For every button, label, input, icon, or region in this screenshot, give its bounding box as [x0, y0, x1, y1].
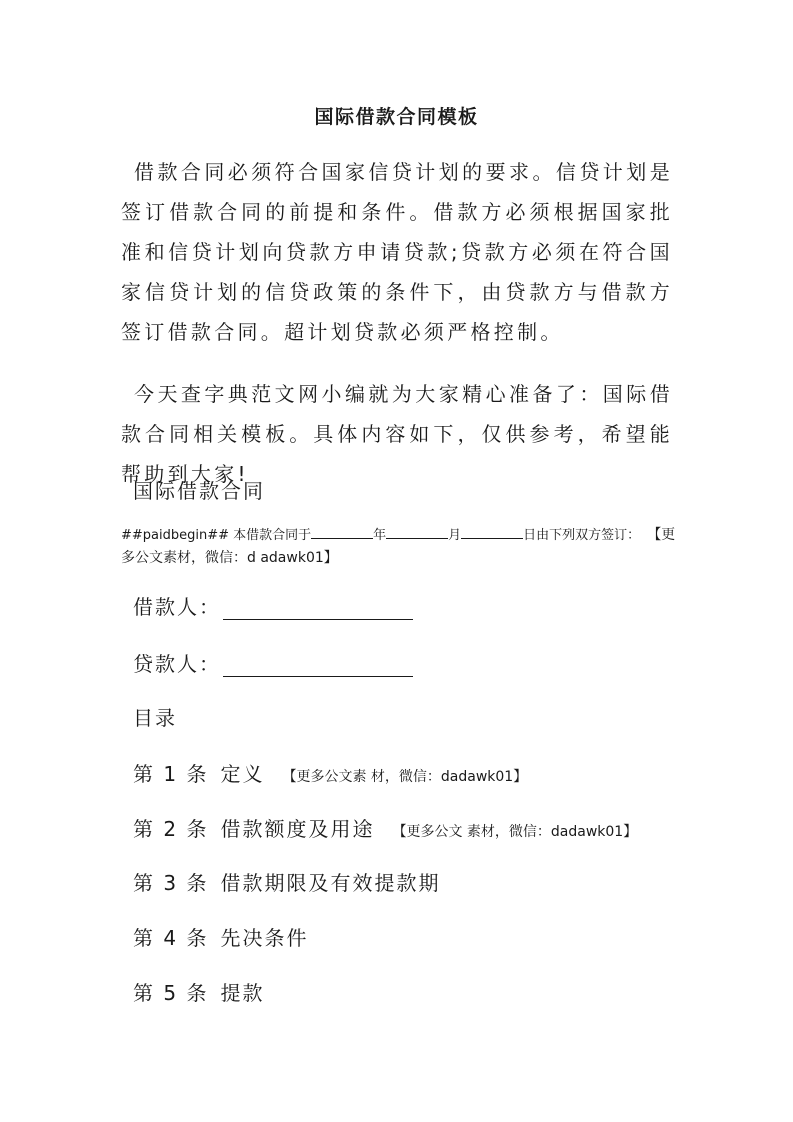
party-borrower	[133, 591, 413, 620]
party-blank	[223, 658, 413, 677]
article-number: 第 1 条	[133, 762, 209, 786]
article-note: 【更多公文 素材，微信：dadawk01】	[392, 824, 638, 840]
article-note: 【更多公文素 材，微信：dadawk01】	[282, 769, 528, 785]
article-title: 定义	[220, 762, 265, 786]
toc-item	[133, 813, 637, 842]
article-title: 借款期限及有效提款期	[220, 871, 441, 895]
toc-item	[133, 867, 440, 896]
party-lender	[133, 648, 413, 677]
intro-paragraph-1: 借款合同必须符合国家信贷计划的要求。信贷计划是签订借款合同的前提和条件。借款方必须根据国家批准和信贷计划向贷款方申请贷款;贷款方必须在符合国家信贷计划的信贷政策的条件下，由贷款方与借款方签订借款合同。超计划贷款必须严格控制。	[121, 160, 673, 344]
article-title: 借款额度及用途	[220, 817, 375, 841]
contract-heading: 国际借款合同	[133, 479, 265, 503]
article-number: 第 5 条	[133, 981, 209, 1005]
intro-note: 【更多公文素材，微信：d adawk01】	[121, 527, 676, 566]
month-blank	[386, 524, 448, 539]
year-blank	[311, 524, 373, 539]
intro-paragraph-2: 今天查字典范文网小编就为大家精心准备了：国际借款合同相关模板。具体内容如下，仅供参考，希望能帮助到大家!	[121, 382, 673, 486]
toc-title: 目录	[133, 706, 177, 730]
article-number: 第 4 条	[133, 926, 209, 950]
toc-item	[133, 758, 527, 787]
day-blank	[461, 524, 523, 539]
intro-suffix: 日由下列双方签订：	[523, 528, 641, 543]
toc-item	[133, 922, 308, 951]
document-title: 国际借款合同模板	[314, 106, 479, 128]
month-label: 月	[448, 528, 462, 543]
year-label: 年	[373, 528, 387, 543]
toc-item	[133, 977, 264, 1006]
party-blank	[223, 601, 413, 620]
party-label: 借款人：	[133, 595, 221, 619]
contract-intro-line	[121, 524, 681, 570]
article-number: 第 3 条	[133, 871, 209, 895]
intro-prefix: ##paidbegin## 本借款合同于	[121, 528, 312, 543]
article-number: 第 2 条	[133, 817, 209, 841]
article-title: 提款	[220, 981, 265, 1005]
party-label: 贷款人：	[133, 652, 221, 676]
article-title: 先决条件	[220, 926, 309, 950]
